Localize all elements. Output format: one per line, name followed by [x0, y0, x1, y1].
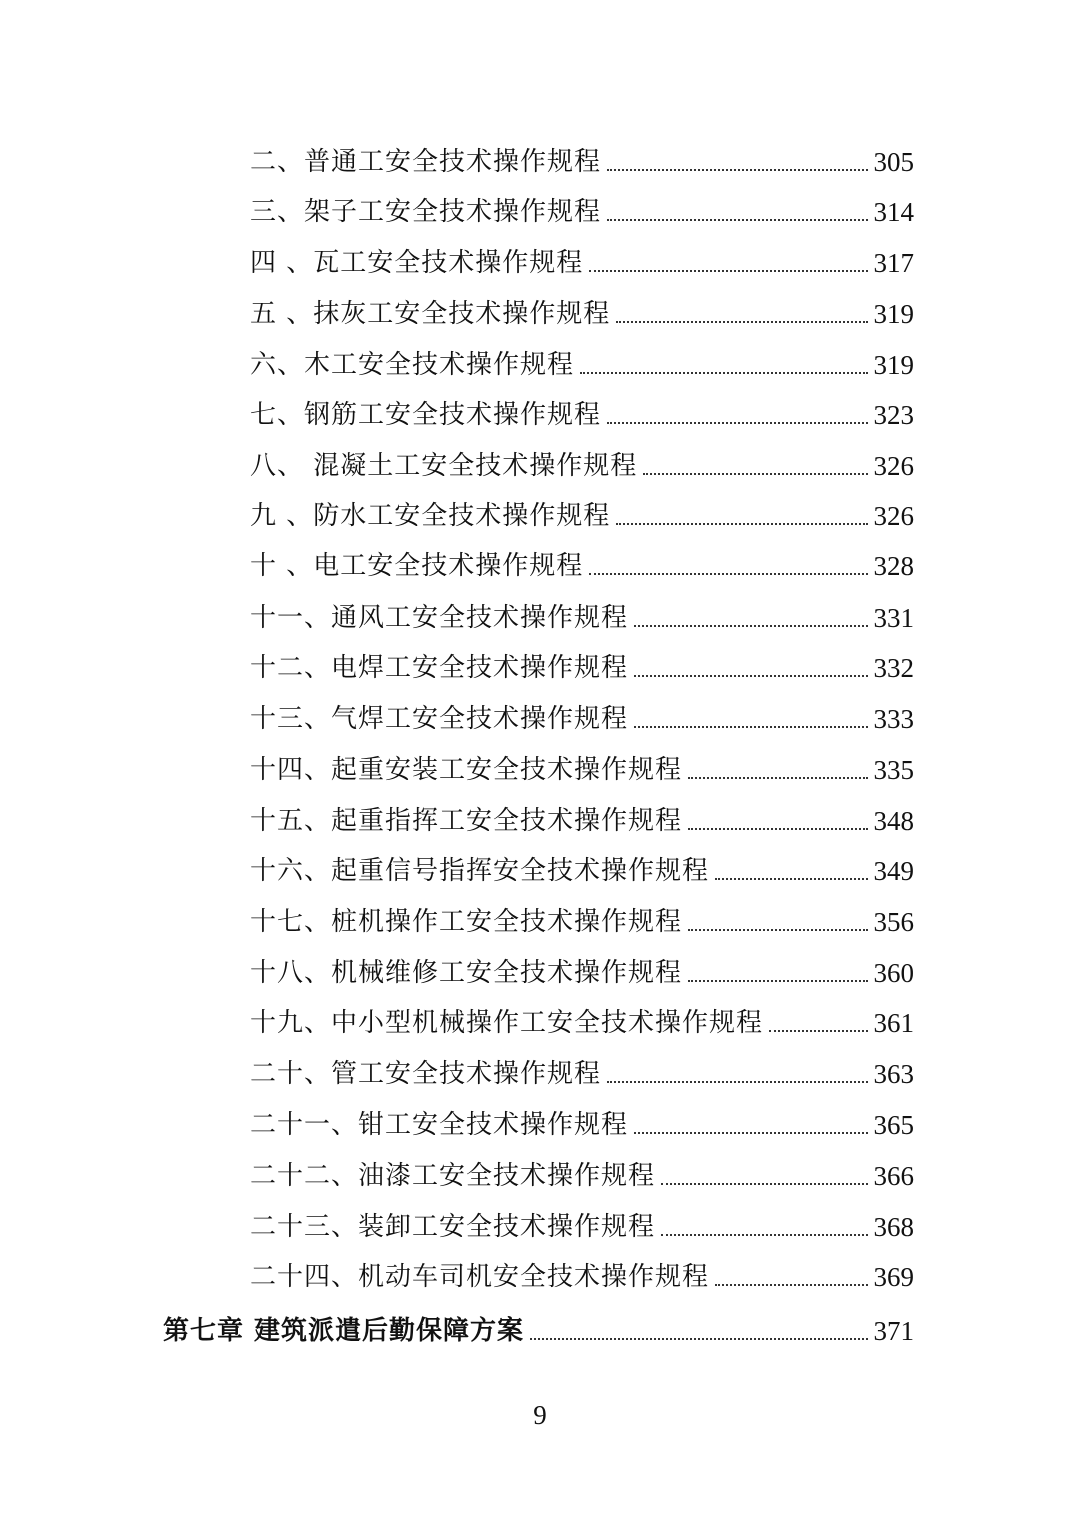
toc-entry-page: 328 — [873, 551, 914, 581]
toc-dot-leader — [634, 675, 867, 677]
toc-dot-leader — [616, 523, 867, 525]
toc-dot-leader — [634, 1132, 867, 1134]
toc-entry-title: 二十、管工安全技术操作规程 — [250, 1059, 602, 1089]
toc-entry[interactable] — [250, 598, 914, 638]
toc-dot-leader — [643, 473, 867, 475]
toc-dot-leader — [634, 625, 867, 627]
toc-entry-page: 326 — [873, 501, 914, 531]
toc-entry[interactable] — [250, 345, 914, 385]
toc-entry[interactable] — [250, 546, 914, 586]
toc-entry[interactable] — [250, 699, 914, 739]
toc-entry-page: 361 — [873, 1008, 914, 1038]
toc-entry[interactable] — [250, 1054, 914, 1094]
toc-entry-title: 七、钢筋工安全技术操作规程 — [250, 400, 602, 430]
toc-entry-page: 369 — [873, 1262, 914, 1292]
toc-entry-title: 十七、桩机操作工安全技术操作规程 — [250, 907, 683, 937]
toc-dot-leader — [589, 270, 867, 272]
toc-entry-title: 十二、电焊工安全技术操作规程 — [250, 653, 629, 683]
toc-entry-title: 十五、起重指挥工安全技术操作规程 — [250, 806, 683, 836]
toc-entry-page: 360 — [873, 958, 914, 988]
toc-entry-page: 331 — [873, 603, 914, 633]
toc-entry[interactable] — [250, 1003, 914, 1043]
toc-entry[interactable] — [250, 801, 914, 841]
toc-dot-leader — [607, 169, 867, 171]
toc-dot-leader — [634, 726, 867, 728]
toc-entry-page: 317 — [873, 248, 914, 278]
toc-dot-leader — [607, 1081, 867, 1083]
toc-entry-page: 363 — [873, 1059, 914, 1089]
toc-entry-page: 349 — [873, 856, 914, 886]
toc-entry-title: 十八、机械维修工安全技术操作规程 — [250, 958, 683, 988]
toc-entry[interactable] — [250, 902, 914, 942]
toc-entry-title: 五 、抹灰工安全技术操作规程 — [250, 299, 611, 329]
toc-entry-page: 365 — [873, 1110, 914, 1140]
toc-entry-title: 九 、防水工安全技术操作规程 — [250, 501, 611, 531]
toc-entry-page: 348 — [873, 806, 914, 836]
toc-entry-title: 十九、中小型机械操作工安全技术操作规程 — [250, 1008, 764, 1038]
toc-entry-title: 十四、起重安装工安全技术操作规程 — [250, 755, 683, 785]
toc-dot-leader — [688, 980, 867, 982]
toc-entry-title: 十 、电工安全技术操作规程 — [250, 551, 584, 581]
toc-entry-page: 319 — [873, 299, 914, 329]
toc-dot-leader — [769, 1030, 867, 1032]
toc-chapter-entry[interactable] — [163, 1311, 914, 1351]
toc-dot-leader — [715, 878, 867, 880]
toc-entry-title: 二十四、机动车司机安全技术操作规程 — [250, 1262, 710, 1292]
toc-dot-leader — [661, 1234, 867, 1236]
toc-entry[interactable] — [250, 294, 914, 334]
toc-entry-page: 319 — [873, 350, 914, 380]
toc-chapter-page: 371 — [873, 1316, 914, 1346]
toc-dot-leader — [688, 929, 867, 931]
toc-entry-page: 356 — [873, 907, 914, 937]
toc-entry-title: 三、架子工安全技术操作规程 — [250, 197, 602, 227]
toc-entry[interactable] — [250, 1105, 914, 1145]
toc-entry-page: 335 — [873, 755, 914, 785]
toc-entry-page: 305 — [873, 147, 914, 177]
toc-chapter-title: 第七章 建筑派遣后勤保障方案 — [163, 1316, 525, 1346]
toc-entry-title: 二十二、油漆工安全技术操作规程 — [250, 1161, 656, 1191]
toc-dot-leader — [688, 777, 867, 779]
toc-dot-leader — [616, 321, 867, 323]
page-number: 9 — [533, 1400, 547, 1430]
toc-entry-title: 八、 混凝土工安全技术操作规程 — [250, 451, 638, 481]
toc-entry[interactable] — [250, 750, 914, 790]
toc-entry-page: 326 — [873, 451, 914, 481]
toc-dot-leader — [580, 372, 867, 374]
toc-dot-leader — [661, 1183, 867, 1185]
toc-dot-leader — [607, 219, 867, 221]
toc-entry-page: 332 — [873, 653, 914, 683]
toc-entry-title: 十三、气焊工安全技术操作规程 — [250, 704, 629, 734]
toc-entry[interactable] — [250, 953, 914, 993]
toc-entry[interactable] — [250, 192, 914, 232]
toc-entry[interactable] — [250, 851, 914, 891]
toc-entry[interactable] — [250, 648, 914, 688]
toc-entry[interactable] — [250, 496, 914, 536]
toc-entry[interactable] — [250, 142, 914, 182]
toc-entry-page: 323 — [873, 400, 914, 430]
toc-entry[interactable] — [250, 446, 914, 486]
toc-entry-title: 十一、通风工安全技术操作规程 — [250, 603, 629, 633]
toc-entry-title: 四 、瓦工安全技术操作规程 — [250, 248, 584, 278]
toc-entry[interactable] — [250, 1207, 914, 1247]
toc-entry[interactable] — [250, 395, 914, 435]
toc-entry-title: 六、木工安全技术操作规程 — [250, 350, 575, 380]
toc-entry-page: 333 — [873, 704, 914, 734]
toc-dot-leader — [530, 1338, 867, 1340]
toc-entry[interactable] — [250, 1257, 914, 1297]
toc-dot-leader — [589, 573, 867, 575]
toc-dot-leader — [688, 828, 867, 830]
toc-entry-page: 314 — [873, 197, 914, 227]
toc-entry-title: 二十三、装卸工安全技术操作规程 — [250, 1212, 656, 1242]
toc-entry-page: 366 — [873, 1161, 914, 1191]
toc-entry-title: 二、普通工安全技术操作规程 — [250, 147, 602, 177]
toc-entry-page: 368 — [873, 1212, 914, 1242]
toc-dot-leader — [607, 422, 867, 424]
toc-entry-title: 十六、起重信号指挥安全技术操作规程 — [250, 856, 710, 886]
toc-dot-leader — [715, 1284, 867, 1286]
toc-entry[interactable] — [250, 243, 914, 283]
toc-entry-title: 二十一、钳工安全技术操作规程 — [250, 1110, 629, 1140]
toc-entry[interactable] — [250, 1156, 914, 1196]
